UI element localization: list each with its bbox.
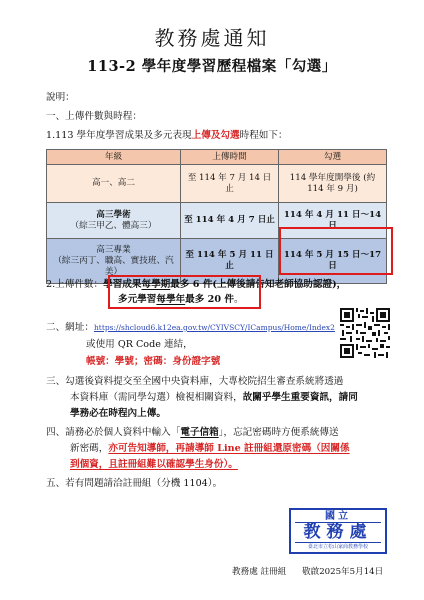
grade-name: 高三專業 [96,244,131,255]
grade-classes: （綜三丙丁、職高、實技班、汽美） [53,255,174,277]
section-4-emphasis: 故關乎學生重要資訊，請同 [242,392,358,403]
upload-cell: 至 114 年 5 月 11 日止 [181,239,279,284]
header-select: 勾選 [279,150,387,165]
qr-code-icon[interactable] [340,308,390,358]
header-upload-time: 上傳時間 [181,150,279,165]
section-5-line-1: 四、請務必於個人資料中輸入「電子信箱」，忘記密碼時方便系統傳送 [46,427,339,438]
quota-period: 。 [233,294,244,305]
url-label: 二、網址： [46,322,94,333]
section-1-heading: 一、上傳件數與時程： [46,111,142,122]
upload-cell: 至 114 年 7 月 14 日止 [181,165,279,203]
qr-hint: 或使用 QR Code 連結， [86,339,193,350]
header-grade: 年級 [47,150,181,165]
intro-label: 說明： [46,92,75,103]
campus-link[interactable]: https://shcloud6.k12ea.gov.tw/CYIVSCY/ICampus/Home/Index2 [93,323,335,332]
section-4-line-3: 學務必在時程內上傳。 [70,408,166,419]
quota-label: 2.上傳件數： [46,279,104,290]
section-6-contact: 五、若有問題請洽註冊組（分機 1104）。 [46,478,223,489]
grade-cell: 高一、高二 [47,165,181,203]
quota-note: (上傳後請告知老師協助認證)， [212,279,347,290]
section-1-line [46,129,288,143]
section-3-line-1 [46,321,335,335]
quota-achievement: 學習成果每學期最多 6 件 [103,279,213,290]
seal-middle: 教務處 [303,522,373,542]
section-4-line-2 [70,391,358,405]
highlight-box-quota [108,275,261,309]
password-reset-reason: 到個資，且註冊組難以確認學生身份）。 [70,459,238,470]
section-5-line-2: 新密碼，亦可告知導師，再請導師 Line 註冊組還原密碼（因關係 [70,443,350,454]
table-row [47,165,387,203]
page-title: 教務處通知 [154,26,270,50]
grade-classes: （綜三甲乙、體高三） [70,220,157,231]
seal-bottom: 臺北市立松山家商教務學校 [307,544,368,550]
seal-top: 國立 [325,511,351,522]
select-cell: 114 學年度開學後 (約 114 年 9 月) [279,165,387,203]
section-4-line-1: 三、勾選後資料提交至全國中央資料庫，大專校院招生審查系統將透過 [46,376,344,387]
section-5-line-3 [70,458,238,472]
select-cell: 114 年 5 月 15 日～17 日 [279,239,387,284]
office-seal [289,508,387,554]
quota-multi: 多元學習每學年最多 20 件 [118,294,234,305]
schedule-intro-suffix: 時程如下： [239,130,288,141]
select-cell: 114 年 4 月 11 日～14 日 [279,203,387,239]
account-info: 帳號：學號；密碼：身份證字號 [86,356,221,367]
signature: 教務處 註冊組 [232,567,287,577]
highlight-box-select [279,227,393,275]
page-subtitle: 113-2 學年度學習歷程檔案「勾選」 [87,58,337,75]
grade-cell [47,203,181,239]
schedule-intro-text: 1.113 學年度學習成果及多元表現 [46,130,192,141]
email-highlight: 電子信箱 [180,427,219,438]
upload-cell: 至 114 年 4 月 7 日止 [181,203,279,239]
upload-select-highlight: 上傳及勾選 [191,130,240,141]
section-4-text: 本資料庫（需同學勾選）檢視相關資料， [70,392,243,403]
password-reset-note: 亦可告知導師，再請導師 Line 註冊組還原密碼（因關係 [108,443,350,454]
grade-name: 高三學術 [96,209,131,220]
notice-date: 敬啟2025年5月14日 [302,567,384,577]
